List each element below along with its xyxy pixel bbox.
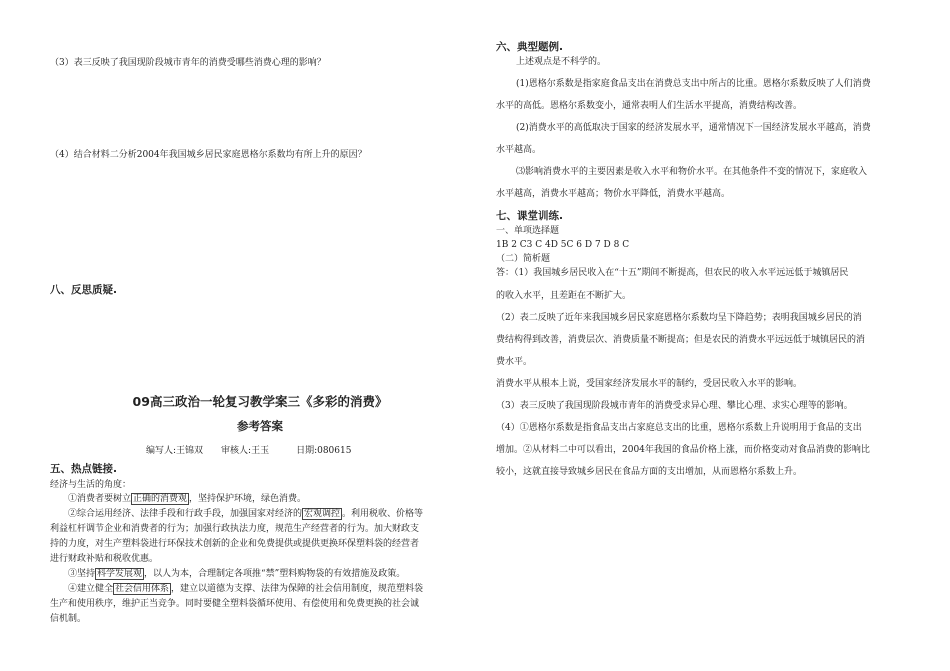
point-4-boxed-term: 社会信用体系 [115,584,170,594]
point-3-boxed-term: 科学发展观 [97,569,143,579]
section-6-heading: 六、典型题例. [496,41,563,53]
exercise-part-2-label: （二）简析题 [496,254,551,264]
section-5-heading: 五、热点链接. [50,463,117,475]
point-3-text-a: ③坚持 [68,569,96,579]
analysis-line-10: 较小，这就直接导致城乡居民在食品方面的支出增加，从而恩格尔系数上升。 [496,467,803,477]
answer-line-7: 水平越高，消费水平越高；物价水平降低，消费水平越高。 [496,189,731,199]
document-title: 09高三政治一轮复习教学案三《多彩的消费》 [132,394,388,409]
section-8-heading: 八、反思质疑. [50,284,117,296]
analysis-line-7: （3）表三反映了我国现阶段城市青年的消费受求异心理、攀比心理、求实心理等的影响。 [496,401,853,411]
point-3-text-b: ，以人为本，合理制定各项推“禁”塑料购物袋的有效措施及政策。 [144,569,406,579]
document-subtitle: 参考答案 [237,419,283,433]
answer-line-5: 水平越高。 [496,145,542,155]
point-2-line-1 [68,509,423,520]
analysis-line-6: 消费水平从根本上说，受国家经济发展水平的制约，受居民收入水平的影响。 [496,379,803,389]
intro-line: 经济与生活的角度： [50,480,132,490]
point-4-line-3: 信机制。 [50,614,87,624]
analysis-line-5: 费水平。 [496,357,533,367]
point-4-text-b: ，建立以道德为支撑、法律为保障的社会信用制度，规范塑料袋 [171,584,424,594]
question-4: （4）结合材料二分析2004年我国城乡居民家庭恩格尔系数均有所上升的原因？ [50,150,367,160]
multiple-choice-answers: 1B 2 C3 C 4D 5C 6 D 7 D 8 C [496,240,630,250]
point-1-boxed-term: 正确的消费观 [133,494,188,504]
point-2-line-4: 进行财政补贴和税收优惠。 [50,554,159,564]
analysis-line-9: 增加。②从材料二中可以看出，2004年我国的食品价格上涨，而价格变动对食品消费的影响比 [496,445,870,455]
analysis-line-3: （2）表二反映了近年来我国城乡居民家庭恩格尔系数均呈下降趋势；表明我国城乡居民的消 [496,313,862,323]
point-4-line-2: 生产和使用秩序，维护正当竞争。同时要健全塑料袋循环使用、有偿使用和免费更换的社会诚 [50,599,420,609]
exercise-part-1-label: 一、单项选择题 [496,226,560,236]
answer-line-1: 上述观点是不科学的。 [516,57,607,67]
point-1-text-b: ，坚持保护环境，绿色消费。 [189,494,307,504]
answer-line-6: ⑶影响消费水平的主要因素是收入水平和物价水平。在其他条件不变的情况下，家庭收入 [516,167,868,177]
analysis-line-8: （4）①恩格尔系数是指食品支出占家庭总支出的比重，恩格尔系数上升说明用于食品的支出 [496,423,862,433]
section-7-heading: 七、课堂训练. [496,210,563,222]
answer-line-3: 水平的高低。恩格尔系数变小，通常表明人们生活水平提高，消费结构改善。 [496,101,803,111]
point-2-text-b: 。利用税收、价格等 [342,509,424,519]
point-3 [68,569,405,580]
analysis-line-4: 费结构得到改善，消费层次、消费质量不断提高；但是农民的消费水平远远低于城镇居民的消 [496,335,866,345]
point-2-text-a: ②综合运用经济、法律手段和行政手段，加强国家对经济的 [68,509,303,519]
analysis-line-1: 答：（1）我国城乡居民收入在“十五”期间不断提高，但农民的收入水平远远低于城镇居民 [496,268,849,278]
answer-line-2: (1)恩格尔系数是指家庭食品支出在消费总支出中所占的比重。恩格尔系数反映了人们消费 [516,79,871,89]
point-2-line-2: 利益杠杆调节企业和消费者的行为；加强行政执法力度，规范生产经营者的行为。加大财政支 [50,524,420,534]
answer-line-4: (2)消费水平的高低取决于国家的经济发展水平，通常情况下一国经济发展水平越高，消费 [516,123,871,133]
question-3: （3）表三反映了我国现阶段城市青年的消费受哪些消费心理的影响？ [50,58,326,68]
point-2-boxed-term: 宏观调控 [304,509,341,519]
point-2-line-3: 持的力度，对生产塑料袋进行环保技术创新的企业和免费提供或提供更换环保塑料袋的经营者 [50,539,420,549]
document-meta: 编写人:王锦双 审核人:王玉 日期:080615 [146,446,352,456]
point-4-text-a: ④建立健全 [68,584,114,594]
point-4-line-1 [68,584,423,595]
analysis-line-2: 的收入水平，且差距在不断扩大。 [496,291,632,301]
point-1 [68,494,306,505]
point-1-text-a: ①消费者要树立 [68,494,132,504]
